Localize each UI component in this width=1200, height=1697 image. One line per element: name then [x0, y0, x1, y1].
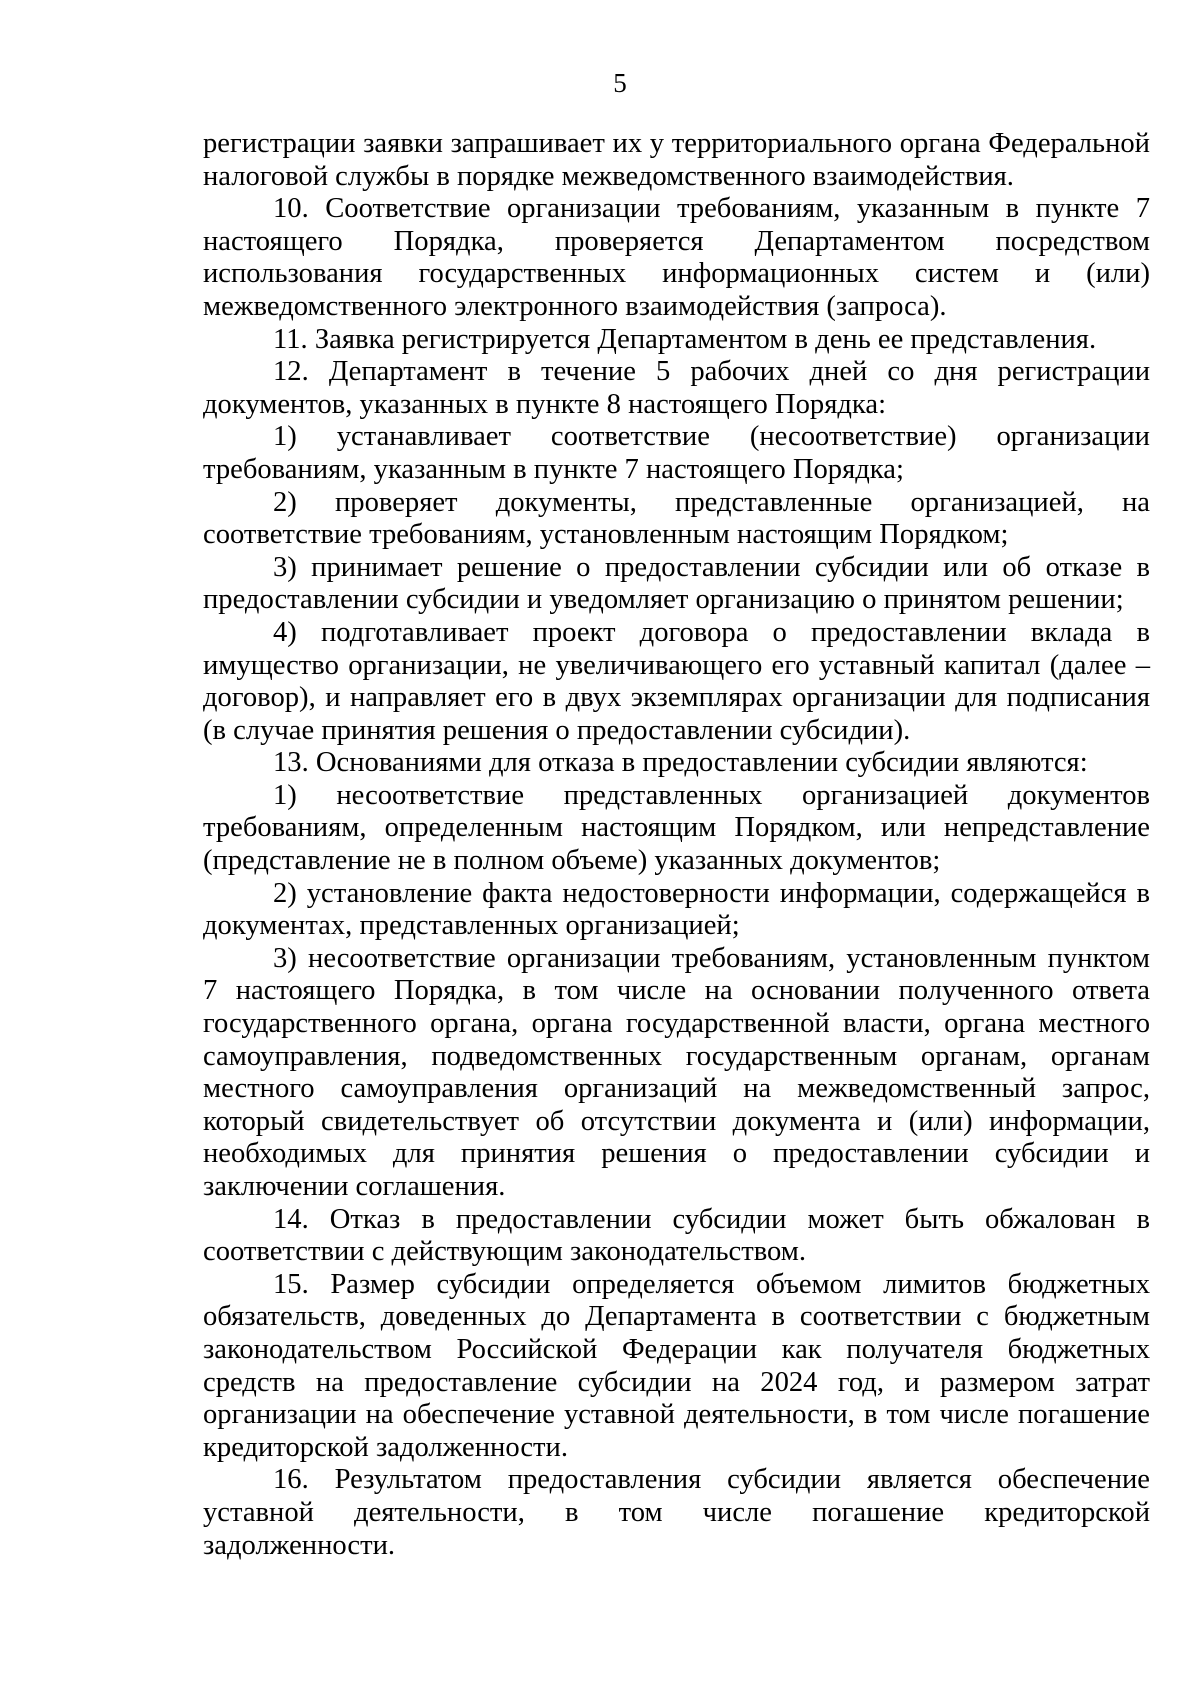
paragraph-item-11: 11. Заявка регистрируется Департаментом в день ее представления. [273, 323, 1097, 355]
paragraph-continuation: регистрации заявки запрашивает их у территориального органа Федеральной налоговой службы в порядке межведомственного взаимодействия. [203, 128, 1150, 192]
paragraph-item-13-3: 3) несоответствие организации требованиям, установленным пунктом 7 настоящего Порядка, в том числе на основании полученного ответа государственного органа, органа государственной власти, органа местного самоуправления, подведомственных государственным органам, органам местного самоуправления организаций на межведомственный запрос, который свидетельствует об отсутствии документа и (или) информации, необходимых для принятия решения о предоставлении субсидии и заключении соглашения. [203, 942, 1150, 1202]
document-body [203, 128, 1150, 1562]
paragraph-item-15: 15. Размер субсидии определяется объемом лимитов бюджетных обязательств, доведенных до Департамента в соответствии с бюджетным законодательством Российской Федерации как получателя бюджетных средств на предоставление субсидии на 2024 год, и размером затрат организации на обеспечение уставной деятельности, в том числе погашение кредиторской задолженности. [203, 1268, 1150, 1463]
paragraph-item-12-3: 3) принимает решение о предоставлении субсидии или об отказе в предоставлении субсидии и уведомляет организацию о принятом решении; [203, 551, 1150, 616]
paragraph-item-12-4: 4) подготавливает проект договора о предоставлении вклада в имущество организации, не увеличивающего его уставный капитал (далее – договор), и направляет его в двух экземплярах организации для подписания (в случае принятия решения о предоставлении субсидии). [203, 616, 1150, 746]
paragraph-item-12-1: 1) устанавливает соответствие (несоответствие) организации требованиям, указанным в пункте 7 настоящего Порядка; [203, 421, 1150, 485]
paragraph-item-13: 13. Основаниями для отказа в предоставлении субсидии являются: [273, 747, 1088, 779]
paragraph-item-10: 10. Соответствие организации требованиям, указанным в пункте 7 настоящего Порядка, проверяется Департаментом посредством использования государственных информационных систем и (или) межведомственного электронного взаимодействия (запроса). [203, 193, 1150, 322]
paragraph-item-12: 12. Департамент в течение 5 рабочих дней со дня регистрации документов, указанных в пункте 8 настоящего Порядка: [203, 356, 1150, 420]
page-number: 5 [613, 68, 627, 98]
paragraph-item-16: 16. Результатом предоставления субсидии является обеспечение уставной деятельности, в том числе погашение кредиторской задолженности. [203, 1464, 1150, 1561]
paragraph-item-13-1: 1) несоответствие представленных организацией документов требованиям, определенным настоящим Порядком, или непредставление (представление не в полном объеме) указанных документов; [203, 779, 1150, 877]
paragraph-item-13-2: 2) установление факта недостоверности информации, содержащейся в документах, представленных организацией; [203, 877, 1150, 942]
paragraph-item-12-2: 2) проверяет документы, представленные организацией, на соответствие требованиям, установленным настоящим Порядком; [203, 486, 1150, 551]
paragraph-item-14: 14. Отказ в предоставлении субсидии может быть обжалован в соответствии с действующим законодательством. [203, 1203, 1150, 1268]
